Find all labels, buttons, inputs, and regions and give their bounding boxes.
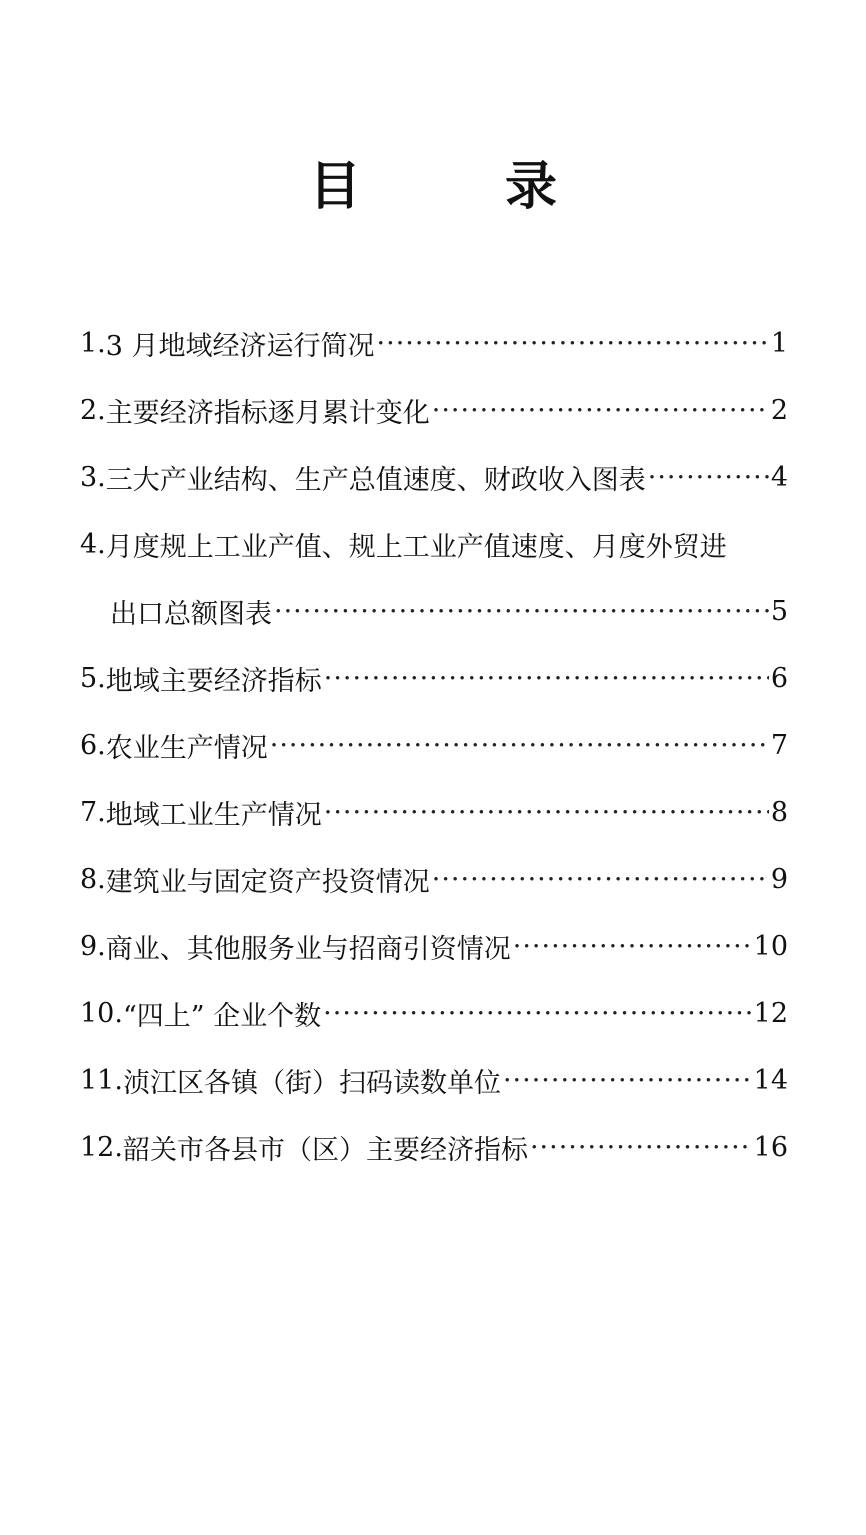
toc-leader-dots [513,931,752,962]
toc-label-continuation: 出口总额图表 [110,599,272,630]
toc-label: 农业生产情况 [105,733,268,764]
toc-number: 2. [80,395,106,426]
toc-entry-3[interactable] [80,444,788,511]
toc-entry-10[interactable] [80,980,788,1047]
toc-page-number: 6 [770,663,788,694]
toc-entry-11[interactable] [80,1047,788,1114]
toc-page-number: 12 [753,998,788,1029]
toc-page-number: 10 [753,931,788,962]
toc-label: 地域工业生产情况 [105,800,322,831]
toc-number: 5. [80,663,106,694]
toc-page-number: 4 [770,462,788,493]
page-title: 目 录 [308,156,603,217]
toc-number: 4. [80,529,106,560]
toc-leader-dots [377,328,769,359]
toc-number: 10. [80,998,123,1029]
toc-label: 韶关市各县市（区）主要经济指标 [122,1135,528,1166]
table-of-contents [80,310,788,1181]
toc-leader-dots [324,797,769,828]
toc-entry-6[interactable] [80,712,788,779]
toc-leader-dots [648,462,769,493]
toc-number: 8. [80,864,106,895]
toc-leader-dots [270,730,769,761]
toc-entry-5[interactable] [80,645,788,712]
toc-page-number: 14 [753,1065,788,1096]
toc-leader-dots [323,998,751,1029]
toc-leader-dots [274,596,769,627]
toc-number: 11. [80,1065,123,1096]
toc-label: 浈江区各镇（街）扫码读数单位 [122,1068,501,1099]
toc-leader-dots [530,1132,752,1163]
toc-entry-9[interactable] [80,913,788,980]
toc-entry-4-continuation[interactable] [80,578,788,645]
toc-number: 7. [80,797,106,828]
toc-entry-4[interactable] [80,511,788,578]
toc-entry-2[interactable] [80,377,788,444]
toc-number: 1. [80,328,106,359]
toc-number: 6. [80,730,106,761]
toc-page-number: 7 [770,730,788,761]
toc-page-number: 1 [770,328,788,359]
toc-page-number: 9 [770,864,788,895]
toc-number: 3. [80,462,106,493]
toc-label: “四上” 企业个数 [122,1001,322,1032]
toc-page-number: 5 [770,596,788,627]
toc-page-number: 8 [770,797,788,828]
toc-number: 9. [80,931,106,962]
toc-label: 商业、其他服务业与招商引资情况 [105,934,511,965]
toc-entry-8[interactable] [80,846,788,913]
toc-leader-dots [503,1065,752,1096]
toc-page-number: 16 [753,1132,788,1163]
toc-entry-12[interactable] [80,1114,788,1181]
toc-entry-7[interactable] [80,779,788,846]
toc-label: 主要经济指标逐月累计变化 [105,398,430,429]
toc-leader-dots [324,663,769,694]
toc-leader-dots [432,864,769,895]
toc-label: 3 月地域经济运行简况 [105,331,375,362]
toc-leader-dots [432,395,769,426]
toc-number: 12. [80,1132,123,1163]
toc-entry-1[interactable] [80,310,788,377]
toc-page-number: 2 [770,395,788,426]
toc-label: 月度规上工业产值、规上工业产值速度、月度外贸进 [105,532,727,563]
toc-label: 三大产业结构、生产总值速度、财政收入图表 [105,465,646,496]
toc-label: 地域主要经济指标 [105,666,322,697]
toc-label: 建筑业与固定资产投资情况 [105,867,430,898]
